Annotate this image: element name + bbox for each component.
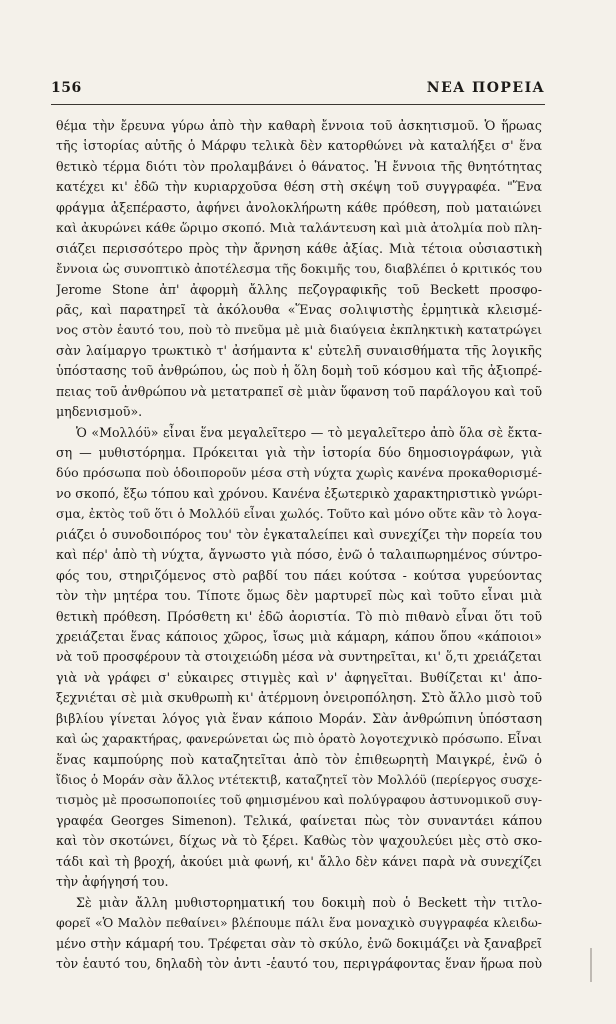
page-number: 156 xyxy=(51,80,82,96)
text-line: τισμὸς μὲ προσωποποιίες τοῦ φημισμένου καὶ πολύγραφου ἀστυνομικοῦ συγ- xyxy=(56,793,542,808)
text-line: σιάζει περισσότερο πρὸς τὴν ἄρνηση κάθε ἀξίας. Μιὰ τέτοια οὐσιαστικὴ xyxy=(56,240,542,256)
text-line: νος στὸν ἑαυτό του, ποὺ τὸ πνεῦμα μὲ μιὰ διαύγεια ἐκπληκτικὴ κατατρώγει xyxy=(56,322,542,338)
text-line: ρᾶς, καὶ παρατηρεῖ τὰ ἀκόλουθα «Ἕνας σολιψιστὴς ἐρμητικὰ κλεισμέ- xyxy=(56,301,542,317)
text-line: βιβλίου γίνεται λόγος γιὰ ἕναν κάποιο Μοράν. Σὰν ἀνθρώπινη ὑπόσταση xyxy=(56,710,542,726)
text-line: Σὲ μιὰν ἄλλη μυθιστορηματική του δοκιμὴ ποὺ ὁ Beckett τὴν τιτλο- xyxy=(76,894,542,910)
text-line: μένο στὴν κάμαρή του. Τρέφεται σὰν τὸ σκύλο, ἐνῶ δοκιμάζει νὰ ξαναβρεῖ xyxy=(56,935,542,951)
text-line: μηδενισμοῦ». xyxy=(56,404,143,420)
text-line: καὶ τὸν σκοτώνει, δίχως νὰ τὸ ξέρει. Καθὼς τὸν ψαχουλεύει μὲς στὸ σκο- xyxy=(56,833,542,849)
scan-mark xyxy=(590,948,592,982)
text-line: καὶ ἀκυρώνει κάθε ὥριμο σκοπό. Μιὰ ταλάντευση καὶ μιὰ ἀτολμία ποὺ πλη- xyxy=(56,220,542,236)
text-line: ὑπόστασης τοῦ ἀνθρώπου, ὡς ποὺ ἡ ὅλη δομὴ τοῦ κόσμου καὶ τῆς ἀξιοπρέ- xyxy=(56,363,542,379)
text-line: Ὁ «Μολλόϋ» εἶναι ἕνα μεγαλεῖτερο — τὸ μεγαλεῖτερο ἀπὸ ὅλα σὲ ἔκτα- xyxy=(76,424,542,440)
text-line: πειας τοῦ ἀνθρώπου νὰ μετατραπεῖ σὲ μιὰν ὕφανση τοῦ παράλογου καὶ τοῦ xyxy=(56,383,542,399)
text-line: σμα, ἐκτὸς τοῦ ὅτι ὁ Μολλόϋ εἶναι χωλός. Τοῦτο καὶ μόνο οὔτε κἂν τὸ λογα- xyxy=(56,506,542,522)
text-line: θετικὸ τέρμα διότι τὸν προλαμβάνει ὁ θάνατος. Ἡ ἔννοια τῆς θνητότητας xyxy=(56,158,542,174)
text-line: σὰν λαίμαργο τρωκτικὸ τ' ἀσήμαντα κ' εὐτελῆ συναισθήματα τῆς λογικῆς xyxy=(56,342,542,358)
text-line: θέμα τὴν ἔρευνα γύρω ἀπὸ τὴν καθαρὴ ἔννοια τοῦ ἀσκητισμοῦ. Ὁ ἥρωας xyxy=(56,118,542,133)
text-line: φορεῖ «Ὁ Μαλὸν πεθαίνει» βλέπουμε πάλι ἕνα μοναχικὸ συγγραφέα κλειδω- xyxy=(56,915,542,931)
text-line: ἕνας καμπούρης ποὺ καταζητεῖται ἀπὸ τὸν ἐπιθεωρητὴ Μαιγκρέ, ἐνῶ ὁ xyxy=(56,751,542,767)
header-rule xyxy=(51,104,545,105)
text-line: ἴδιος ὁ Μοράν σὰν ἄλλος ντέτεκτιβ, καταζητεῖ τὸν Μολλόϋ (περίεργος συσχε- xyxy=(56,773,542,787)
text-line: τάδι καὶ τὴ βροχή, ἀκούει μιὰ φωνή, κι' ἄλλο δὲν κάνει παρὰ νὰ συνεχίζει xyxy=(56,853,542,869)
text-line: θετικὴ πρόθεση. Πρόσθετη κι' ἐδῶ ἀοριστία. Τὸ πιὸ πιθανὸ εἶναι ὅτι τοῦ xyxy=(56,608,542,624)
text-line: χρειάζεται ἕνας κάποιος χῶρος, ἴσως μιὰ κάμαρη, κάπου ὅπου «κάποιοι» xyxy=(56,628,542,644)
text-line: τῆς ἱστορίας αὐτῆς ὁ Μάρφυ τελικὰ δὲν κατορθώνει νὰ καταλήξει σ' ἕνα xyxy=(56,138,542,154)
text-line: καὶ ὡς χαρακτήρας, φανερώνεται ὡς πιὸ ὁρατὸ λογοτεχνικὸ πρόσωπο. Εἶναι xyxy=(56,731,542,747)
running-title: ΝΕΑ ΠΟΡΕΙΑ xyxy=(426,80,545,96)
page-header xyxy=(51,76,545,100)
text-line: νὰ τοῦ προσφέρουν τὰ στοιχειώδη μέσα νὰ συντηρεῖται, κι' ὅ,τι χρειάζεται xyxy=(56,649,542,665)
text-line: κατέχει κι' ἐδῶ τὴν κυριαρχοῦσα θέση στὴ σκέψη τοῦ συγγραφέα. "Ἕνα xyxy=(56,179,542,195)
text-line: τὸν τὴν μητέρα του. Τίποτε ὅμως δὲν μαρτυρεῖ πὼς καὶ τοῦτο εἶναι μιὰ xyxy=(56,588,542,604)
text-line: Jerome Stone ἀπ' ἀφορμὴ ἄλλης πεζογραφικῆς τοῦ Beckett προσφο- xyxy=(56,281,542,297)
text-line: ριάζει ὁ συνοδοιπόρος του' τὸν ἐγκαταλείπει καὶ συνεχίζει τὴν πορεία του xyxy=(56,526,542,542)
text-line: νο σκοπό, ἔξω τόπου καὶ χρόνου. Κανένα ἐξωτερικὸ χαρακτηριστικὸ γνώρι- xyxy=(56,485,542,501)
body-text xyxy=(56,116,542,974)
text-line: γιὰ νὰ γράφει σ' εὐκαιρες στιγμὲς καὶ ν' ἀφηγεῖται. Βυθίζεται κι' ἀπο- xyxy=(56,669,542,685)
text-line: φράγμα ἀξεπέραστο, ἀφήνει ἀνολοκλήρωτη κάθε πρόθεση, ποὺ ματαιώνει xyxy=(56,199,542,215)
text-line: τὴν ἀφήγησή του. xyxy=(56,874,169,890)
text-line: γραφέα Georges Simenon). Τελικά, φαίνεται πὼς τὸν συναντάει κάπου xyxy=(56,812,542,828)
text-line: ξεχνιέται σὲ μιὰ σκυθρωπὴ κι' ἀτέρμονη ὀνειροπόληση. Στὸ ἄλλο μισὸ τοῦ xyxy=(56,690,542,706)
text-line: ἔννοια ὡς συνοπτικὸ ἀποτέλεσμα τῆς δοκιμῆς του, διαβλέπει ὁ κριτικός του xyxy=(56,261,542,277)
text-line: δύο πρόσωπα ποὺ ὁδοιποροῦν μέσα στὴ νύχτα χωρὶς κανένα προκαθορισμέ- xyxy=(56,465,542,481)
text-line: τὸν ἑαυτό του, δηλαδὴ τὸν ἀντι -ἑαυτό του, περιγράφοντας ἕναν ἥρωα ποὺ xyxy=(56,955,542,971)
text-line: ση — μυθιστόρημα. Πρόκειται γιὰ τὴν ἱστορία δύο δημοσιογράφων, γιὰ xyxy=(56,445,542,460)
text-line: καὶ πέρ' ἀπὸ τὴ νύχτα, ἄγνωστο γιὰ πόσο, ἐνῶ ὁ ταλαιπωρημένος σύντρο- xyxy=(56,547,542,563)
text-line: φός του, στηριζόμενος στὸ ραβδί του πάει κούτσα - κούτσα γυρεύοντας xyxy=(56,567,542,583)
